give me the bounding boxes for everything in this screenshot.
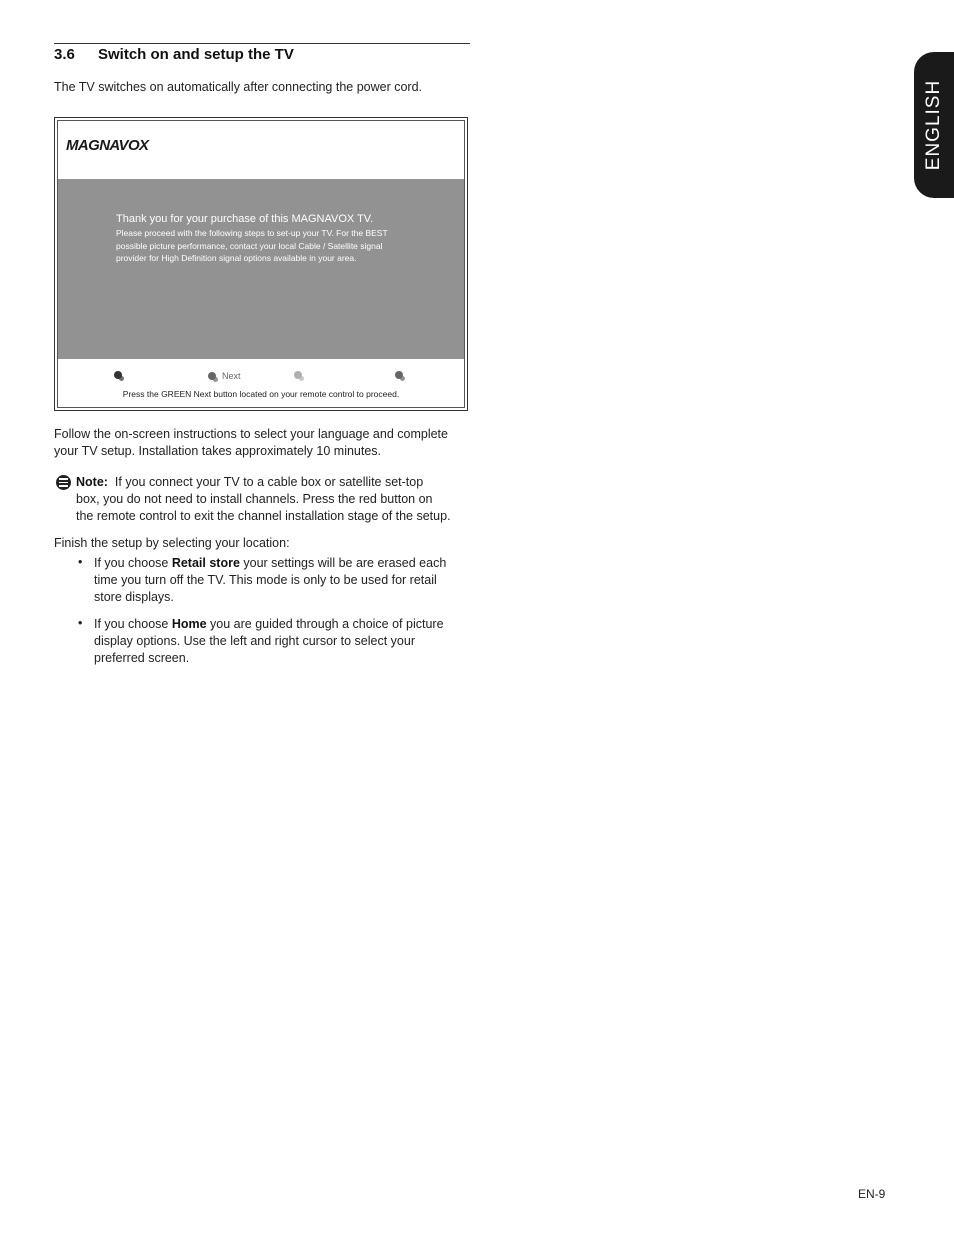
red-button-icon <box>114 371 122 379</box>
brand-logo: MAGNAVOX <box>66 137 149 154</box>
text-line: your TV setup. Installation takes approximately 10 minutes. <box>54 444 382 458</box>
page-number: EN-9 <box>858 1187 886 1201</box>
note-line: the remote control to exit the channel installation stage of the setup. <box>76 509 451 523</box>
follow-paragraph <box>54 426 474 460</box>
section-number: 3.6 <box>54 46 75 63</box>
bullet-line: display options. Use the left and right cursor to select your <box>94 634 415 648</box>
tv-message-body <box>116 227 436 265</box>
note-line: If you connect your TV to a cable box or satellite set-top <box>114 475 424 489</box>
tv-message-line: provider for High Definition signal options available in your area. <box>116 253 357 263</box>
bullet-line: preferred screen. <box>94 651 190 665</box>
tv-footer-instruction: Press the GREEN Next button located on your remote control to proceed. <box>122 389 400 399</box>
bullet-retail-store: If you choose Retail store your settings will be are erased each time you turn off the TV. This mode is only to be used for retail store displays. <box>94 555 474 606</box>
bullet-line: time you turn off the TV. This mode is only to be used for retail <box>94 573 437 587</box>
bullet-bold-term: Home <box>171 617 207 631</box>
tv-message-line: possible picture performance, contact your local Cable / Satellite signal <box>116 240 383 251</box>
tv-red-button <box>114 371 128 379</box>
tv-green-button <box>208 371 241 381</box>
tv-message-panel <box>58 179 464 359</box>
blue-button-icon <box>395 371 403 379</box>
bullet-line: store displays. <box>94 590 174 604</box>
note-label: Note: <box>76 475 108 489</box>
tv-button-label: Next <box>222 371 241 381</box>
yellow-button-icon <box>294 371 302 379</box>
section-title: Switch on and setup the TV <box>98 46 294 63</box>
section-rule <box>54 43 470 44</box>
note-icon <box>56 475 71 490</box>
tv-screen-inner <box>57 120 465 408</box>
tv-message-title: Thank you for your purchase of this MAGNAVOX TV. <box>116 213 374 225</box>
bullet-marker: • <box>78 616 83 630</box>
bullet-marker: • <box>78 555 83 569</box>
text-line: Follow the on-screen instructions to select your language and complete <box>54 427 448 441</box>
note-block <box>76 474 476 525</box>
green-button-icon <box>208 372 216 380</box>
bullet-bold-term: Retail store <box>171 556 240 570</box>
intro-paragraph: The TV switches on automatically after connecting the power cord. <box>54 80 423 94</box>
language-label: ENGLISH <box>923 79 944 171</box>
note-line: box, you do not need to install channels. Press the red button on <box>76 492 433 506</box>
bullet-home: If you choose Home you are guided through a choice of picture display options. Use the left and right cursor to select your preferred screen. <box>94 616 474 667</box>
tv-blue-button <box>395 371 409 379</box>
section-heading <box>54 46 474 63</box>
tv-message-line: Please proceed with the following steps to set-up your TV. For the BEST <box>116 228 388 238</box>
tv-screen-illustration <box>54 117 468 411</box>
language-side-tab <box>914 52 954 198</box>
finish-paragraph: Finish the setup by selecting your location: <box>54 536 290 550</box>
tv-yellow-button <box>294 371 308 379</box>
